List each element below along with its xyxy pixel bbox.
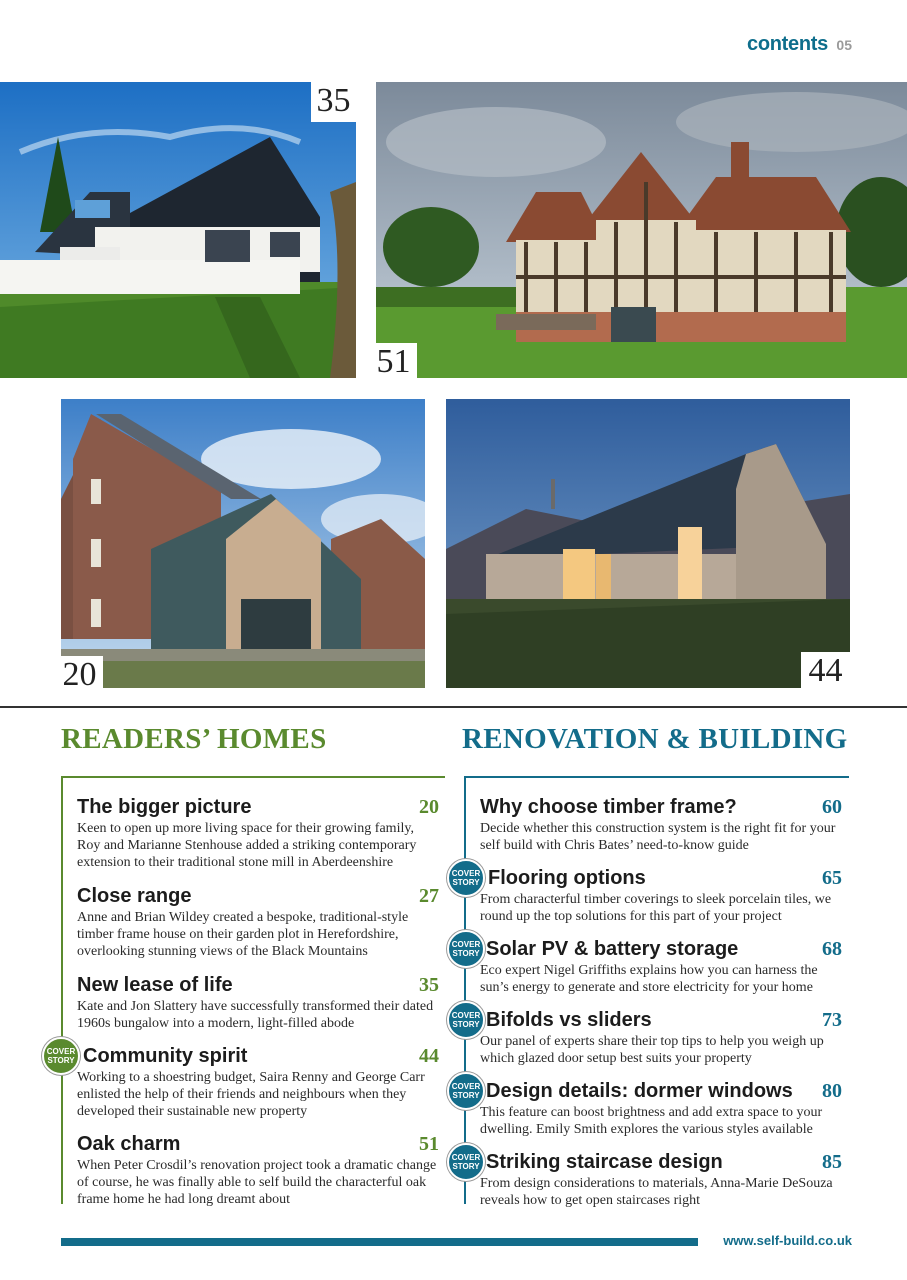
entry-title: Why choose timber frame? xyxy=(480,796,737,818)
column-border xyxy=(464,776,466,1204)
column-rule xyxy=(61,776,445,778)
entry-page: 51 xyxy=(419,1133,439,1155)
toc-entry[interactable] xyxy=(480,795,842,854)
entry-description: Working to a shoestring budget, Saira Renny and George Carr enlisted the help of their friends and neighbours when they developed their sustainable new property xyxy=(77,1070,425,1119)
footer-bar xyxy=(61,1238,698,1246)
toc-entry[interactable] xyxy=(480,866,842,925)
toc-entry[interactable] xyxy=(77,973,439,1032)
entry-page: 60 xyxy=(822,796,842,818)
toc-entry[interactable] xyxy=(480,1079,852,1138)
toc-entry[interactable] xyxy=(480,937,842,996)
cover-story-badge: COVER STORY xyxy=(42,1037,80,1075)
entry-description: Decide whether this construction system is the right fit for your self build with Chris Bates’ need-to-know guide xyxy=(480,821,836,853)
entry-page: 35 xyxy=(419,974,439,996)
photo-new-lease-of-life[interactable] xyxy=(0,82,356,378)
toc-entry[interactable] xyxy=(480,1150,842,1209)
cover-story-badge: COVER STORY xyxy=(447,1001,485,1039)
entry-title: Bifolds vs sliders xyxy=(486,1009,652,1031)
entry-page: 85 xyxy=(822,1151,842,1173)
entry-title: Striking staircase design xyxy=(486,1151,723,1173)
entry-title: The bigger picture xyxy=(77,796,252,818)
toc-entry[interactable] xyxy=(77,1132,439,1208)
entry-description: From design considerations to materials, Anna-Marie DeSouza reveals how to get open staircases right xyxy=(480,1176,833,1208)
toc-entry[interactable] xyxy=(77,795,439,871)
entry-page: 80 xyxy=(822,1080,842,1102)
divider xyxy=(0,706,907,708)
entry-title: Community spirit xyxy=(83,1045,248,1067)
photo-page-number: 20 xyxy=(56,656,103,696)
cover-story-badge: COVER STORY xyxy=(447,1143,485,1181)
entry-title: Solar PV & battery storage xyxy=(486,938,739,960)
column-rule xyxy=(464,776,849,778)
photo-page-number: 51 xyxy=(370,343,417,383)
photo-page-number: 44 xyxy=(801,652,850,692)
website-link[interactable]: www.self-build.co.uk xyxy=(723,1233,852,1248)
entry-description: Keen to open up more living space for their growing family, Roy and Marianne Stenhouse added a striking contemporary extension to their traditional stone mill in Aberdeenshire xyxy=(77,821,417,870)
entry-page: 73 xyxy=(822,1009,842,1031)
toc-entry[interactable] xyxy=(480,1008,842,1067)
column-border xyxy=(61,776,63,1204)
renovation-building-heading: RENOVATION & BUILDING xyxy=(462,723,848,755)
entry-page: 27 xyxy=(419,885,439,907)
entry-page: 65 xyxy=(822,867,842,889)
entry-description: From characterful timber coverings to sleek porcelain tiles, we round up the top solutions for this part of your project xyxy=(480,892,832,924)
cover-story-badge: COVER STORY xyxy=(447,930,485,968)
entry-description: Eco expert Nigel Griffiths explains how you can harness the sun’s energy to generate and store electricity for your home xyxy=(480,963,818,995)
entry-description: When Peter Crosdil’s renovation project took a dramatic change of course, he was finally able to self build the characterful oak frame home he had long dreamt about xyxy=(77,1158,437,1207)
readers-homes-heading: READERS’ HOMES xyxy=(61,723,327,755)
entry-title: Close range xyxy=(77,885,192,907)
entry-page: 20 xyxy=(419,796,439,818)
entry-title: Design details: dormer windows xyxy=(486,1080,793,1102)
photo-page-number: 35 xyxy=(311,82,356,122)
cover-story-badge: COVER STORY xyxy=(447,1072,485,1110)
page-header xyxy=(747,33,852,56)
section-label: contents xyxy=(747,33,828,55)
photo-the-bigger-picture[interactable] xyxy=(61,399,425,688)
cover-story-badge: COVER STORY xyxy=(447,859,485,897)
entry-title: Oak charm xyxy=(77,1133,181,1155)
entry-description: Anne and Brian Wildey created a bespoke, traditional-style timber frame house on their garden plot in Herefordshire, overlooking stunning views of the Black Mountains xyxy=(77,910,409,959)
entry-description: This feature can boost brightness and add extra space to your dwelling. Emily Smith explores the various styles available xyxy=(480,1105,823,1137)
entry-description: Our panel of experts share their top tips to help you weigh up which glazed door setup best suits your property xyxy=(480,1034,824,1066)
entry-page: 68 xyxy=(822,938,842,960)
entry-title: New lease of life xyxy=(77,974,233,996)
entry-description: Kate and Jon Slattery have successfully transformed their dated 1960s bungalow into a modern, light-filled abode xyxy=(77,999,434,1031)
entry-title: Flooring options xyxy=(488,867,646,889)
page-number: 05 xyxy=(836,37,852,53)
entry-page: 44 xyxy=(419,1045,439,1067)
photo-oak-charm[interactable] xyxy=(376,82,907,378)
toc-entry[interactable] xyxy=(77,884,439,960)
toc-entry[interactable] xyxy=(77,1044,439,1120)
photo-community-spirit[interactable] xyxy=(446,399,850,688)
